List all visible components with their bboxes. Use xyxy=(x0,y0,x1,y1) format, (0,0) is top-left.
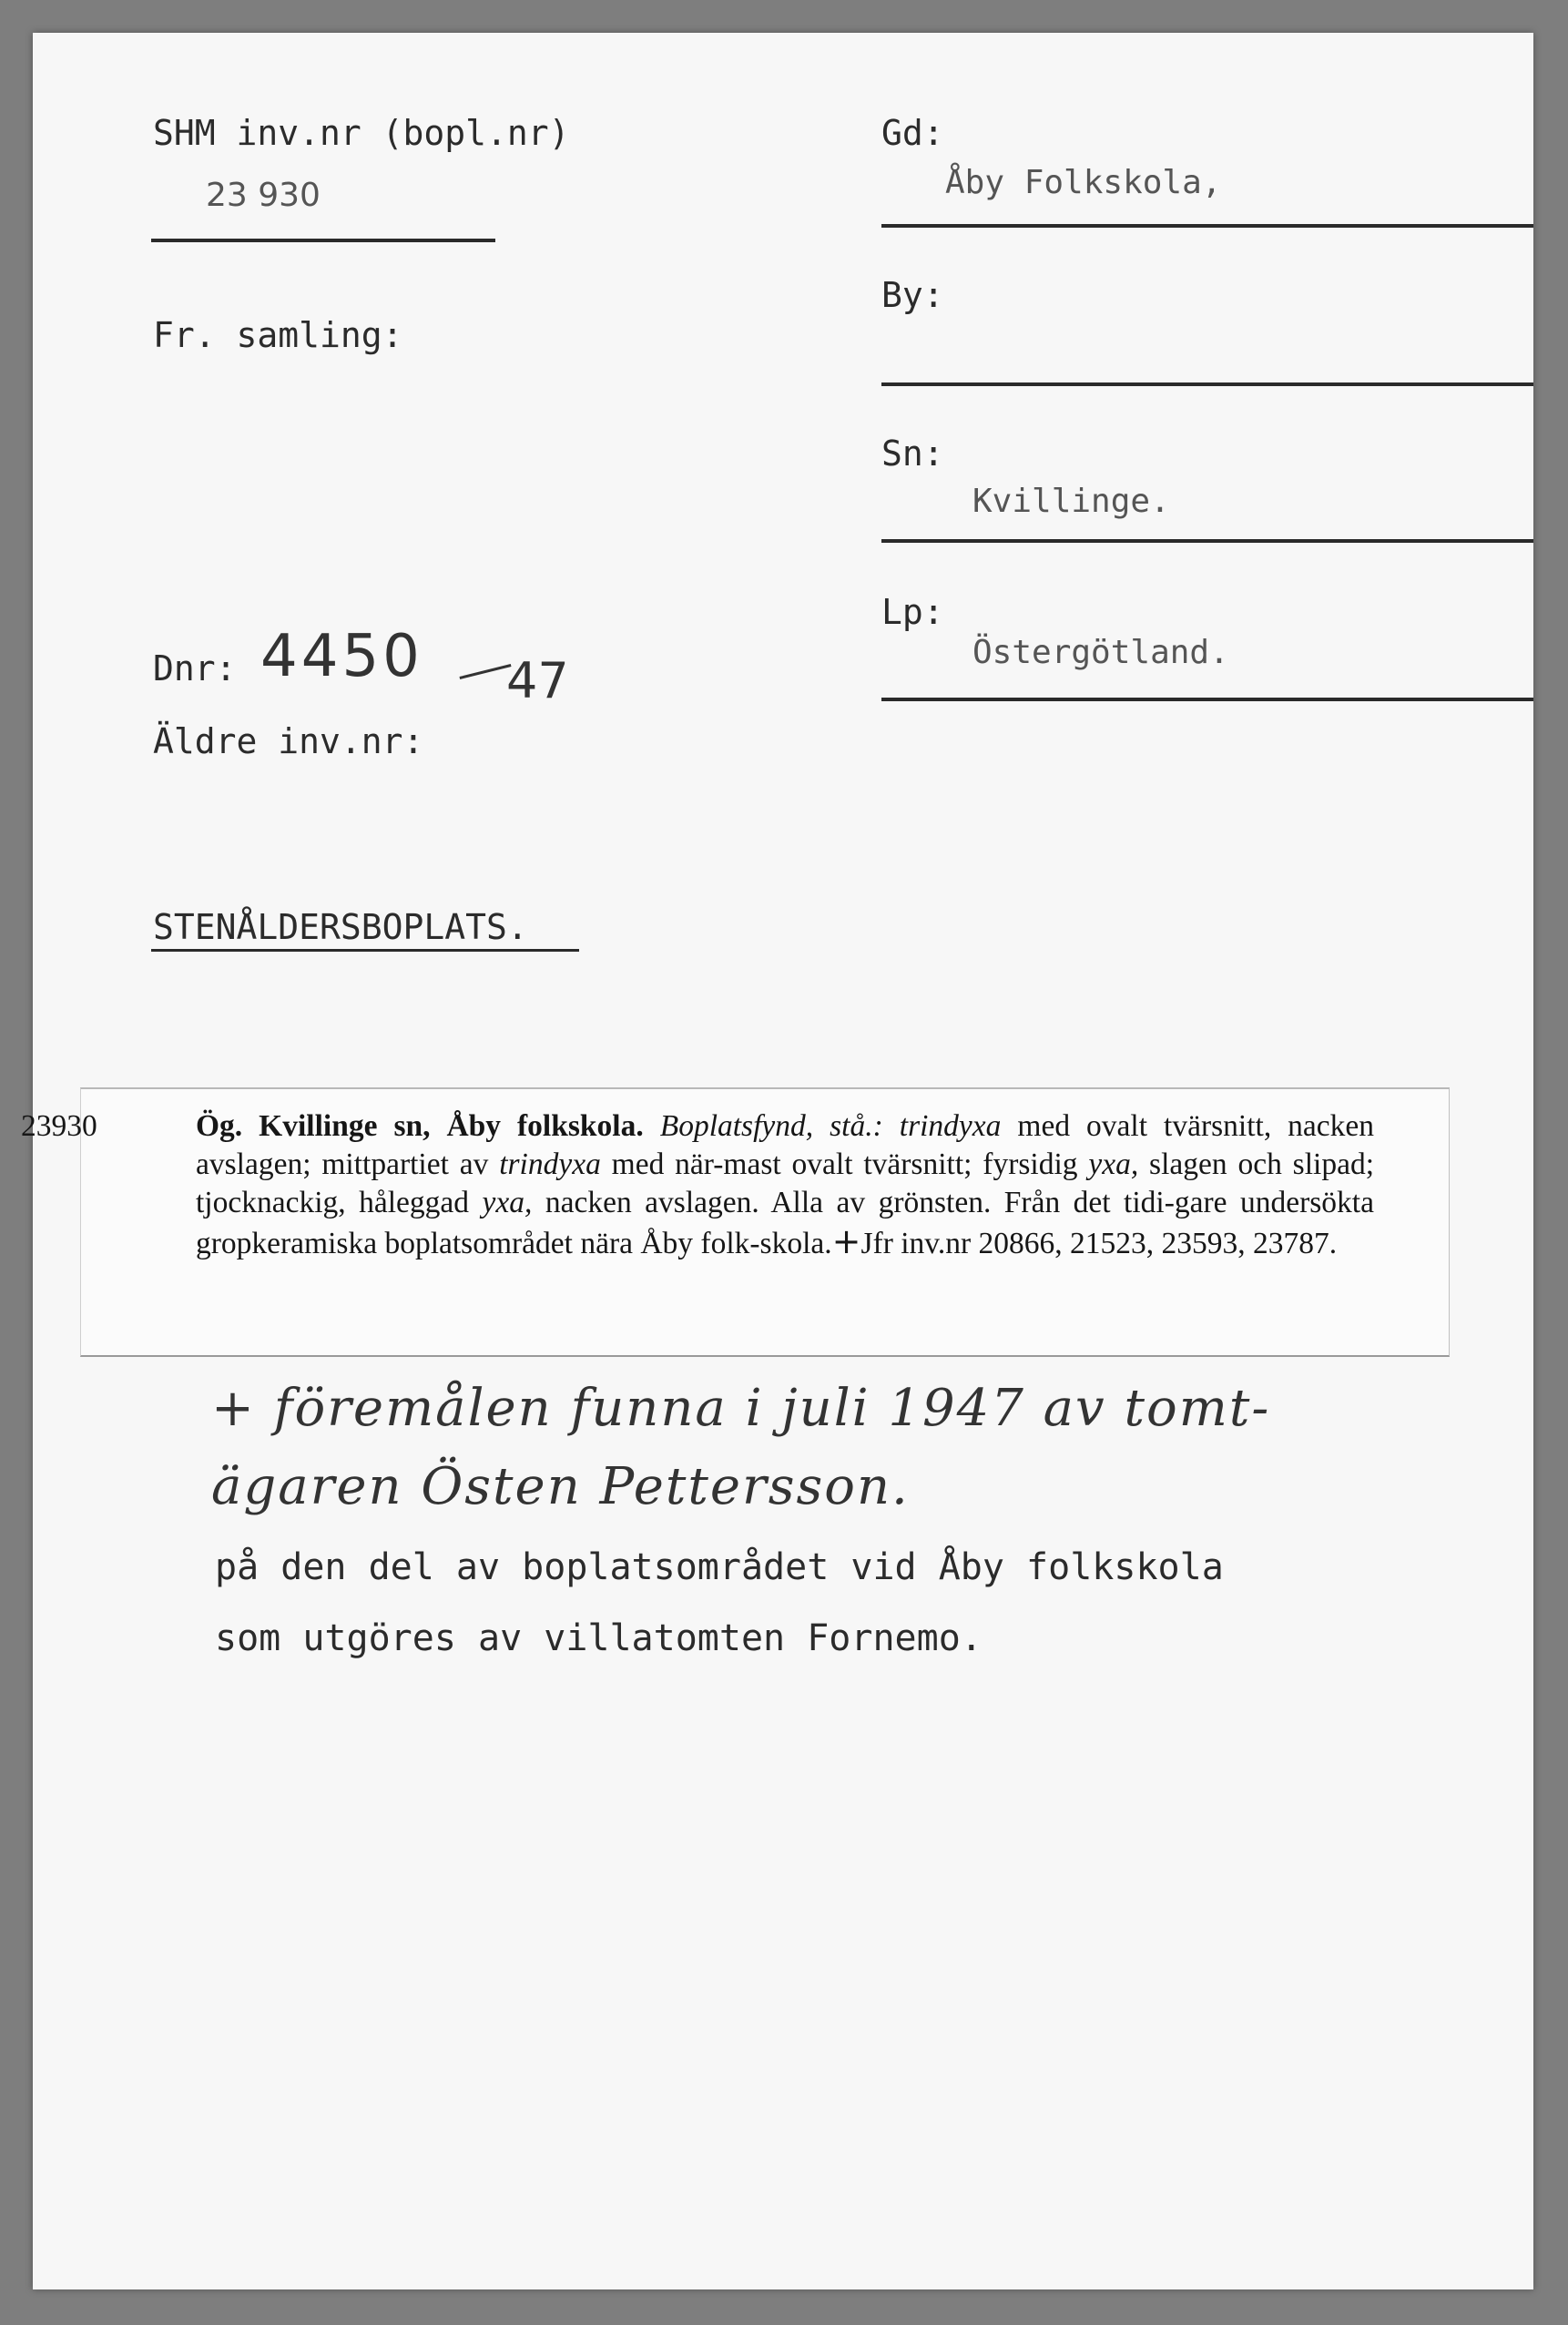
clipping-find-type: Boplatsfynd, stå.: xyxy=(659,1109,883,1143)
clipping-term: trindyxa xyxy=(899,1109,1002,1143)
clipping-text xyxy=(21,1107,1375,1263)
clipping-text-segment: med ovalt tvärsnitt, nacken avslagen; mittpartiet av xyxy=(196,1109,1375,1181)
clipping-number: 23930 xyxy=(21,1109,97,1143)
category-heading: STENÅLDERSBOPLATS. xyxy=(153,907,528,947)
clipping-place: Ög. Kvillinge sn, Åby folkskola. xyxy=(196,1109,644,1143)
category-underline xyxy=(151,949,579,952)
aldre-inv-label: Äldre inv.nr: xyxy=(153,721,424,761)
handwritten-plus-mark: + xyxy=(831,1221,861,1261)
clipping-text-segment: med när-mast ovalt tvärsnitt; fyrsidig xyxy=(600,1147,1089,1181)
sn-rule xyxy=(881,539,1533,543)
lp-value: Östergötland. xyxy=(972,634,1229,671)
fr-samling-label: Fr. samling: xyxy=(153,315,403,355)
inventory-number-label: SHM inv.nr (bopl.nr) xyxy=(153,113,570,153)
typed-note-line2: som utgöres av villatomten Fornemo. xyxy=(215,1617,983,1659)
handwritten-note-line2: ägaren Östen Pettersson. xyxy=(211,1457,910,1516)
by-label: By: xyxy=(881,275,944,315)
dnr-label: Dnr: xyxy=(153,648,237,688)
clipping-text-segment: slagen och slipad; tjocknackig, håleggad xyxy=(196,1147,1374,1219)
lp-rule xyxy=(881,698,1533,701)
clipping-text-segment: Jfr inv.nr 20866, 21523, 23593, 23787. xyxy=(860,1227,1338,1260)
sn-label: Sn: xyxy=(881,433,944,474)
dnr-value: 4450 xyxy=(260,623,423,690)
printed-clipping xyxy=(21,1087,1450,1357)
gd-rule xyxy=(881,224,1533,228)
gd-value: Åby Folkskola, xyxy=(945,164,1222,201)
dnr-dash xyxy=(459,664,511,679)
typed-note-line1: på den del av boplatsområdet vid Åby folkskola xyxy=(215,1546,1224,1588)
clipping-term: yxa, xyxy=(1088,1147,1139,1181)
clipping-term: yxa, xyxy=(482,1186,533,1219)
inventory-number-rule xyxy=(151,239,495,242)
by-rule xyxy=(881,382,1533,386)
handwritten-note-line1: + föremålen funna i juli 1947 av tomt- xyxy=(211,1379,1271,1438)
clipping-text-segment: nacken avslagen. Alla av grönsten. Från det tidi-gare undersökta gropkeramiska boplatsområdet nära Åby folk-skola. xyxy=(196,1186,1374,1260)
catalog-card xyxy=(21,33,1533,2289)
gd-label: Gd: xyxy=(881,113,944,153)
dnr-year: 47 xyxy=(506,652,569,709)
sn-value: Kvillinge. xyxy=(972,483,1170,520)
inventory-number-value: 23 930 xyxy=(206,177,321,214)
clipping-term: trindyxa xyxy=(499,1147,601,1181)
lp-label: Lp: xyxy=(881,592,944,632)
